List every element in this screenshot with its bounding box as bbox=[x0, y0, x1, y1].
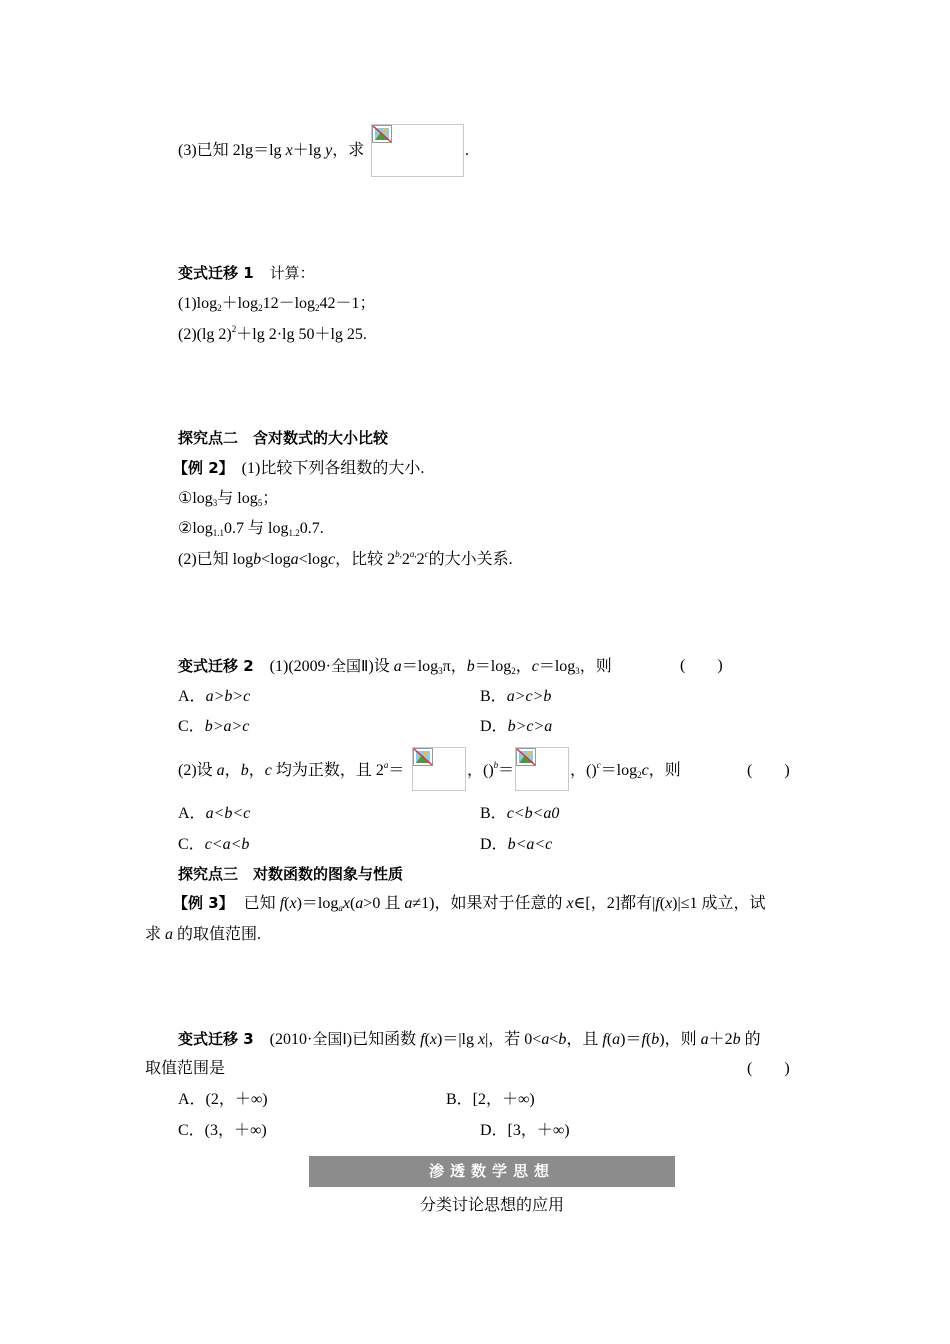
variant1-line2: (2)(lg 2)$^2$＋lg 2·lg 50＋lg 25. bbox=[178, 324, 367, 343]
example3-line2: 求 a 的取值范围. bbox=[145, 926, 262, 943]
option-b: B．[2，＋∞) bbox=[446, 1091, 535, 1108]
variant3-paren: ( ) bbox=[747, 1060, 790, 1077]
variant2-q1-paren: ( ) bbox=[680, 657, 723, 674]
variant2-q2-left: (2)设 a，b，c 均为正数，且 $2^a=$ bbox=[178, 760, 405, 779]
example3-line1: 【例 3】 已知 $f(x)=\log_ax(a>0$ 且 a≠1)，如果对于任意的 x∈[，2]都有|f(x)|≤1 成立，试 bbox=[173, 894, 766, 913]
variant3-title: 变式迁移 3 bbox=[178, 1030, 254, 1048]
broken-image-placeholder bbox=[412, 747, 466, 791]
variant3-line2: 取值范围是 bbox=[145, 1060, 226, 1077]
example2-tag: 【例 2】 bbox=[173, 459, 234, 477]
point3-title: 探究点三 对数函数的图象与性质 bbox=[178, 865, 404, 883]
example3-tag: 【例 3】 bbox=[173, 894, 234, 912]
option-c: C．(3，＋∞) bbox=[178, 1122, 267, 1139]
variant2-q2-paren: ( ) bbox=[747, 762, 790, 779]
option-a: A．a>b>c bbox=[178, 688, 251, 705]
variant2-q2-right: ，$()^c=\log_2c$，则 bbox=[570, 760, 681, 780]
section-banner: 渗透数学思想 bbox=[309, 1156, 675, 1187]
broken-image-icon bbox=[372, 125, 392, 143]
variant1-heading: 变式迁移 1 计算： bbox=[178, 264, 315, 282]
section-subtitle: 分类讨论思想的应用 bbox=[419, 1195, 564, 1214]
option-a: A．a<b<c bbox=[178, 805, 251, 822]
option-d: D．[3，＋∞) bbox=[480, 1122, 570, 1139]
option-a: A．(2，＋∞) bbox=[178, 1091, 268, 1108]
option-c: C．c<a<b bbox=[178, 836, 250, 853]
broken-image-icon bbox=[413, 748, 433, 766]
option-d: D．b>c>a bbox=[480, 718, 553, 735]
variant2-title: 变式迁移 2 bbox=[178, 657, 254, 675]
example2-line: 【例 2】 (1)比较下列各组数的大小. bbox=[173, 459, 425, 477]
part3-end: . bbox=[465, 142, 469, 159]
option-d: D．b<a<c bbox=[480, 836, 553, 853]
variant1-line1: $(1)\log_2+\log_212-\log_242-1$； bbox=[178, 295, 376, 313]
option-b: B．c<b<a0 bbox=[480, 805, 560, 822]
broken-image-placeholder bbox=[515, 747, 569, 791]
point2-title: 探究点二 含对数式的大小比较 bbox=[178, 429, 389, 447]
option-b: B．a>c>b bbox=[480, 688, 552, 705]
example2-item1: $①\log_3$与 $\log_5$； bbox=[178, 490, 279, 508]
variant2-q1: 变式迁移 2 (1)(2009·全国Ⅱ)设 $a=\log_3\pi$，$b=\log_2$，$c=\log_3$，则 bbox=[178, 657, 612, 676]
broken-image-placeholder bbox=[371, 124, 464, 177]
part3-line: (3)已知 2lg＝lg x＋lg y，求 bbox=[178, 142, 365, 159]
variant3-line1: 变式迁移 3 (2010·全国Ⅰ)已知函数 f(x)＝|lg x|，若 0<a<b，且 f(a)＝f(b)，则 a＋2b 的 bbox=[178, 1030, 761, 1048]
variant1-title: 变式迁移 1 bbox=[178, 264, 254, 282]
option-c: C．b>a>c bbox=[178, 718, 250, 735]
broken-image-icon bbox=[516, 748, 536, 766]
variant2-q2-mid: ，()$^b$＝ bbox=[467, 760, 515, 779]
example2-item2: $②\log_{1.1}0.7$ 与 $\log_{1.2}0.7$. bbox=[178, 520, 324, 538]
example2-part2: (2)已知 logb<loga<logc，比较 $2^{b,}2^{a,}2^c$的大小关系. bbox=[178, 549, 513, 568]
